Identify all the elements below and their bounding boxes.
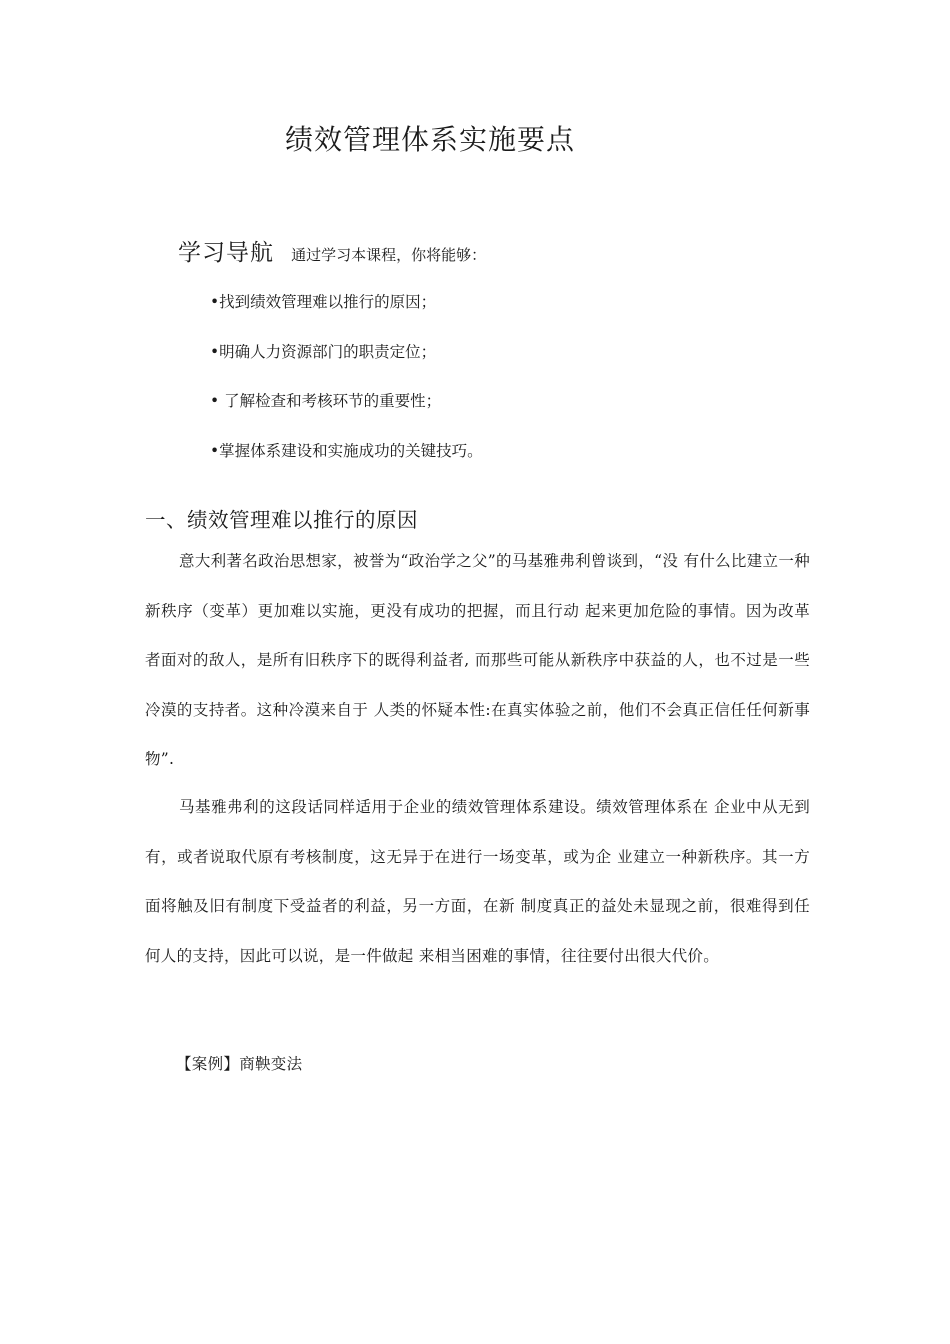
learning-navigation-header bbox=[178, 234, 486, 267]
section-heading: 一、绩效管理难以推行的原因 bbox=[145, 508, 418, 532]
learning-objectives-list bbox=[210, 290, 483, 488]
learning-navigation-heading: 学习导航 bbox=[178, 240, 274, 266]
list-item: •掌握体系建设和实施成功的关键技巧。 bbox=[210, 441, 483, 460]
body-paragraph: 马基雅弗利的这段话同样适用于企业的绩效管理体系建设。绩效管理体系在 企业中从无到有，或者说取代原有考核制度，这无异于在进行一场变革，或为企 业建立一种新秩序。其一方面将触及旧有制度下受益者的利益，另一方面，在新 制度真正的益处未显现之前，很难得到任何人的支持，因此可以说，是一件做起 来相当困难的事情，往往要付出很大代价。 bbox=[145, 798, 810, 965]
learning-navigation-intro: 通过学习本课程，你将能够： bbox=[291, 246, 487, 264]
list-item: •明确人力资源部门的职责定位； bbox=[210, 342, 437, 361]
list-item: • 了解检查和考核环节的重要性； bbox=[210, 392, 442, 410]
document-title: 绩效管理体系实施要点 bbox=[284, 123, 575, 156]
list-item: •找到绩效管理难以推行的原因； bbox=[210, 293, 437, 311]
body-paragraph: 意大利著名政治思想家，被誉为“政治学之父”的马基雅弗利曾谈到，“没 有什么比建立一种新秩序（变革）更加难以实施，更没有成功的把握，而且行动 起来更加危险的事情。因为改革者面对的敌人，是所有旧秩序下的既得利益者, 而那些可能从新秩序中获益的人，也不过是一些冷漠的支持者。这种冷漠来自于 人类的怀疑本性:在真实体验之前，他们不会真正信任任何新事物”. bbox=[145, 552, 810, 768]
case-label: 【案例】商鞅变法 bbox=[176, 1055, 303, 1073]
